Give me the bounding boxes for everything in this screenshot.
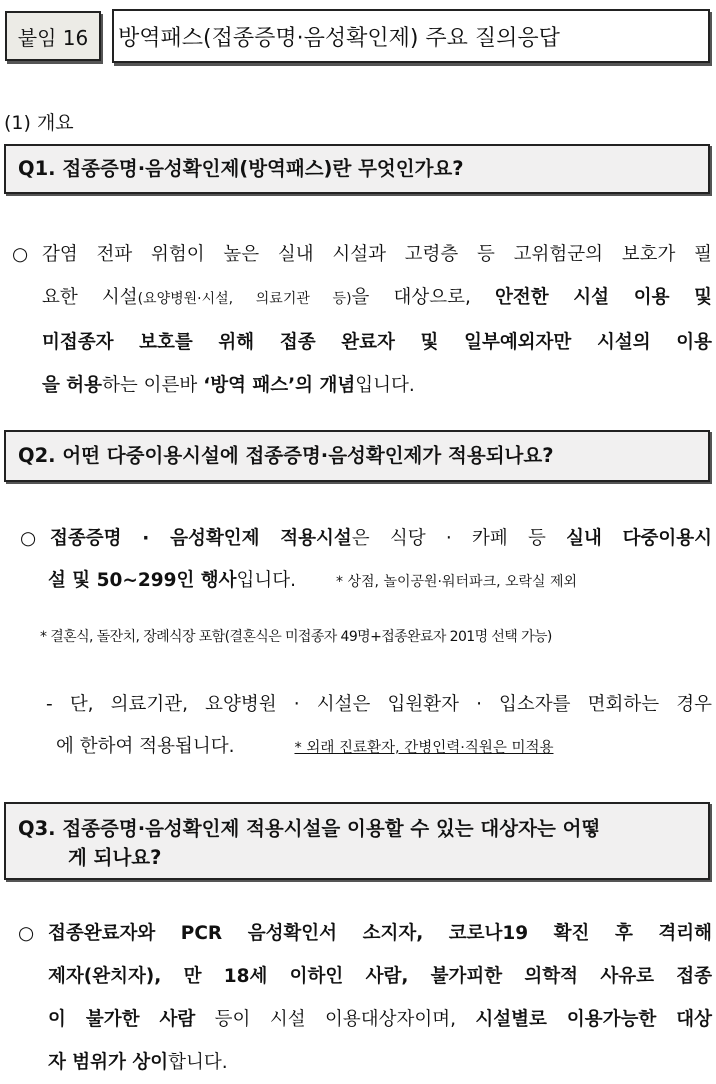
question-3-text: Q3. 접종증명·음성확인제 적용시설을 이용할 수 있는 대상자는 어떻: [18, 817, 601, 840]
answer-2: [20, 518, 712, 603]
text: 에 한하여 적용됩니다.: [56, 736, 235, 757]
exception-line-2: [46, 726, 712, 769]
text: 을 대상으로,: [351, 287, 496, 308]
text: 단, 의료기관, 요양병원 · 시설은 입원환자 · 입소자를 면회하는 경우: [69, 694, 712, 715]
page-title: [112, 9, 710, 63]
exception-line-1: [46, 684, 712, 726]
text-bold: 자 범위가 상이: [48, 1052, 169, 1073]
text: 입니다.: [355, 375, 415, 396]
answer-3-line-3: [18, 998, 712, 1041]
text-bold: 접종 완료자 및 일부예외자만 시설의 이용: [279, 332, 712, 353]
underlined-note: * 외래 진료환자, 간병인력·직원은 미적용: [294, 740, 554, 756]
section-heading: (1) 개요: [4, 112, 74, 134]
text-bold: 접종완료자와 PCR 음성확인서 소지자, 코로나19 확진 후 격리해: [48, 923, 712, 944]
bullet-circle-icon: ○: [20, 528, 37, 549]
text: 요한 시설: [42, 287, 138, 308]
page-title-text: 방역패스(접종증명·음성확인제) 주요 질의응답: [118, 25, 560, 51]
answer-1-line-4: [12, 364, 712, 407]
bullet-circle-icon: ○: [12, 244, 29, 265]
text-bold: 이 불가한 사람: [48, 1009, 196, 1030]
text: 합니다.: [168, 1052, 228, 1073]
text: 입니다.: [236, 570, 297, 591]
question-3-text-cont: 게 되나요?: [68, 846, 162, 869]
question-1-text: Q1. 접종증명·음성확인제(방역패스)란 무엇인가요?: [18, 157, 464, 180]
question-1-box: [4, 144, 710, 194]
answer-2-line-1: [20, 518, 712, 560]
answer-3-line-1: [18, 912, 712, 955]
footnote-text: * 상점, 놀이공원·워터파크, 오락실 제외: [336, 574, 578, 590]
text-bold: 접종증명 · 음성확인제 적용시설: [50, 528, 352, 549]
text-small: (요양병원·시설, 의료기관 등): [137, 291, 352, 307]
answer-2-exception: [46, 684, 712, 769]
text-bold: 을 허용: [42, 375, 103, 396]
answer-1-line-3: [12, 321, 712, 364]
dash-marker: -: [46, 694, 53, 715]
text-bold: 제자(완치자), 만 18세 이하인 사람, 불가피한 의학적 사유로 접종: [48, 966, 712, 987]
question-3-box: [4, 802, 710, 880]
text-bold: 안전한 시설 이용 및: [495, 287, 712, 308]
text-bold: ‘방역 패스’의 개념: [203, 375, 356, 396]
answer-1-text: 감염 전파 위험이 높은 실내 시설과 고령층 등 고위험군의 보호가 필: [42, 244, 712, 265]
text-bold: 설 및 50~299인 행사: [48, 570, 237, 591]
answer-2-line-2: [20, 560, 712, 603]
answer-3: [18, 912, 712, 1084]
answer-3-line-2: [18, 955, 712, 998]
bullet-circle-icon: ○: [18, 923, 35, 944]
text: 하는 이른바: [102, 375, 204, 396]
answer-1-line-1: [12, 233, 712, 276]
answer-1-line-2: [12, 276, 712, 321]
answer-2-footnote: * 결혼식, 돌잔치, 장례식장 포함(결혼식은 미접종자 49명+접종완료자 201명 선택 가능): [40, 629, 552, 645]
text: 등이 시설 이용대상자이며,: [195, 1009, 476, 1030]
attachment-tag-label: 붙임 16: [17, 25, 89, 50]
answer-1: [12, 233, 712, 407]
answer-3-line-4: [18, 1041, 712, 1084]
question-2-box: [4, 430, 710, 482]
text-bold: 시설별로 이용가능한 대상: [475, 1009, 712, 1030]
attachment-tag: [5, 11, 101, 61]
text-bold: 미접종자 보호를 위해: [42, 332, 280, 353]
question-2-text: Q2. 어떤 다중이용시설에 접종증명·음성확인제가 적용되나요?: [18, 444, 554, 467]
text: 은 식당 · 카페 등: [351, 528, 567, 549]
text-bold: 실내 다중이용시: [566, 528, 712, 549]
